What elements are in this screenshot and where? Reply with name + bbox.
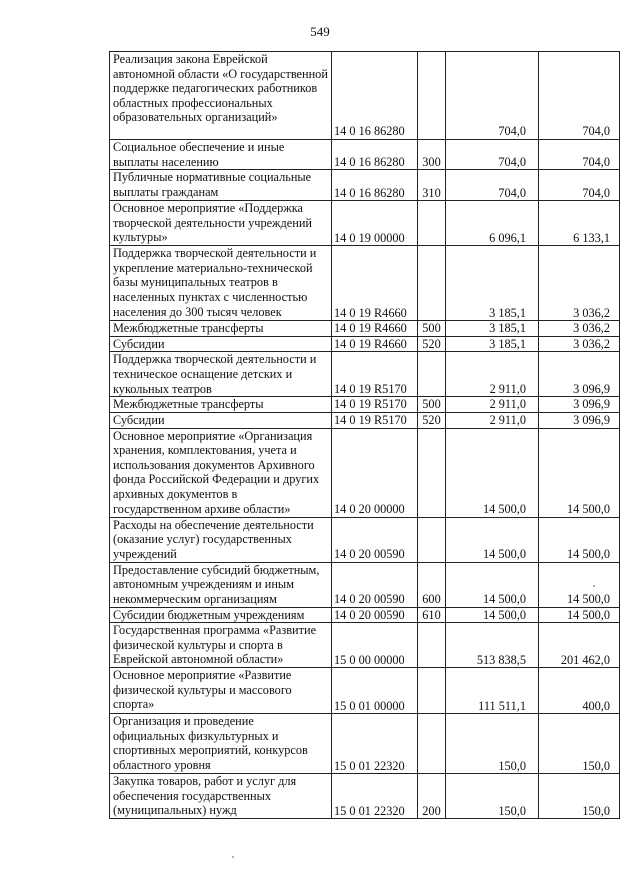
row-name-cell: Расходы на обеспечение деятельности (оказание услуг) государственных учреждений [110, 517, 332, 562]
row-name-cell: Субсидии бюджетным учреждениям [110, 607, 332, 623]
scan-speck [232, 856, 234, 858]
table-row [110, 428, 620, 517]
row-vr-cell [418, 201, 446, 246]
page-number: 549 [310, 24, 330, 39]
row-code-cell: 14 0 16 86280 [332, 52, 418, 140]
row-amount-year2-cell: 704,0 [539, 170, 620, 201]
row-amount-year2-cell: 3 096,9 [539, 397, 620, 413]
row-amount-year2-cell: 704,0 [539, 52, 620, 140]
row-amount-year2-cell: 14 500,0 [539, 607, 620, 623]
row-amount-year1-cell: 14 500,0 [446, 562, 539, 607]
row-vr-cell: 520 [418, 412, 446, 428]
row-code-cell: 15 0 01 00000 [332, 668, 418, 714]
row-amount-year2-cell: 14 500,0 [539, 517, 620, 562]
table-row [110, 140, 620, 170]
row-amount-year2-cell: 400,0 [539, 668, 620, 714]
row-amount-year2-cell: 3 036,2 [539, 336, 620, 352]
row-amount-year2-cell: 3 096,9 [539, 352, 620, 397]
row-amount-year2-cell: 6 133,1 [539, 201, 620, 246]
row-amount-year1-cell: 2 911,0 [446, 412, 539, 428]
row-amount-year1-cell: 3 185,1 [446, 336, 539, 352]
row-code-cell: 15 0 01 22320 [332, 774, 418, 819]
row-amount-year2-cell: 14 500,0 [539, 562, 620, 607]
row-vr-cell [418, 352, 446, 397]
row-amount-year1-cell: 2 911,0 [446, 397, 539, 413]
row-code-cell: 14 0 20 00590 [332, 517, 418, 562]
row-name-cell: Межбюджетные трансферты [110, 321, 332, 337]
row-vr-cell: 600 [418, 562, 446, 607]
table-row [110, 668, 620, 714]
row-amount-year2-cell: 201 462,0 [539, 623, 620, 668]
row-code-cell: 15 0 01 22320 [332, 714, 418, 774]
row-vr-cell: 610 [418, 607, 446, 623]
table-row [110, 517, 620, 562]
row-amount-year1-cell: 704,0 [446, 170, 539, 201]
row-vr-cell: 310 [418, 170, 446, 201]
row-vr-cell: 500 [418, 321, 446, 337]
row-amount-year1-cell: 14 500,0 [446, 517, 539, 562]
row-amount-year2-cell: 150,0 [539, 774, 620, 819]
table-row [110, 352, 620, 397]
row-vr-cell [418, 714, 446, 774]
row-amount-year1-cell: 14 500,0 [446, 428, 539, 517]
row-code-cell: 14 0 20 00000 [332, 428, 418, 517]
row-name-cell: Предоставление субсидий бюджетным, автономным учреждениям и иным некоммерческим организациям [110, 562, 332, 607]
table-row [110, 412, 620, 428]
row-name-cell: Публичные нормативные социальные выплаты гражданам [110, 170, 332, 201]
row-name-cell: Субсидии [110, 336, 332, 352]
table-row [110, 774, 620, 819]
row-name-cell: Социальное обеспечение и иные выплаты населению [110, 140, 332, 170]
row-name-cell: Государственная программа «Развитие физической культуры и спорта в Еврейской автономной области» [110, 623, 332, 668]
row-vr-cell: 300 [418, 140, 446, 170]
row-vr-cell [418, 52, 446, 140]
row-vr-cell: 520 [418, 336, 446, 352]
row-code-cell: 14 0 19 00000 [332, 201, 418, 246]
table-row [110, 246, 620, 321]
row-vr-cell [418, 517, 446, 562]
row-code-cell: 14 0 16 86280 [332, 140, 418, 170]
row-amount-year2-cell: 14 500,0 [539, 428, 620, 517]
row-amount-year1-cell: 150,0 [446, 714, 539, 774]
table-row [110, 714, 620, 774]
row-name-cell: Поддержка творческой деятельности и техническое оснащение детских и кукольных театров [110, 352, 332, 397]
row-amount-year2-cell: 150,0 [539, 714, 620, 774]
row-vr-cell [418, 428, 446, 517]
budget-table [109, 51, 620, 819]
row-amount-year1-cell: 14 500,0 [446, 607, 539, 623]
row-amount-year1-cell: 704,0 [446, 140, 539, 170]
row-code-cell: 14 0 20 00590 [332, 562, 418, 607]
row-name-cell: Субсидии [110, 412, 332, 428]
row-amount-year1-cell: 150,0 [446, 774, 539, 819]
row-name-cell: Организация и проведение официальных физкультурных и спортивных мероприятий, конкурсов областного уровня [110, 714, 332, 774]
row-amount-year1-cell: 3 185,1 [446, 321, 539, 337]
row-amount-year1-cell: 704,0 [446, 52, 539, 140]
row-code-cell: 14 0 20 00590 [332, 607, 418, 623]
row-code-cell: 14 0 19 R5170 [332, 397, 418, 413]
row-code-cell: 15 0 00 00000 [332, 623, 418, 668]
row-amount-year2-cell: 3 096,9 [539, 412, 620, 428]
row-amount-year2-cell: 3 036,2 [539, 321, 620, 337]
table-row [110, 170, 620, 201]
table-row [110, 397, 620, 413]
row-vr-cell [418, 623, 446, 668]
row-code-cell: 14 0 19 R5170 [332, 412, 418, 428]
row-name-cell: Основное мероприятие «Организация хранения, комплектования, учета и использования документов Архивного фонда Российской Федерации и других архивных документов в государственном архиве области» [110, 428, 332, 517]
row-name-cell: Основное мероприятие «Развитие физической культуры и массового спорта» [110, 668, 332, 714]
table-row [110, 607, 620, 623]
row-amount-year2-cell: 704,0 [539, 140, 620, 170]
row-name-cell: Поддержка творческой деятельности и укрепление материально-технической базы муниципальных театров в населенных пунктах с численностью населения до 300 тысяч человек [110, 246, 332, 321]
row-name-cell: Реализация закона Еврейской автономной области «О государственной поддержке педагогических работников областных профессиональных образовательных организаций» [110, 52, 332, 140]
row-code-cell: 14 0 19 R4660 [332, 246, 418, 321]
row-vr-cell: 500 [418, 397, 446, 413]
table-row [110, 336, 620, 352]
row-vr-cell: 200 [418, 774, 446, 819]
row-code-cell: 14 0 19 R4660 [332, 321, 418, 337]
row-code-cell: 14 0 19 R4660 [332, 336, 418, 352]
row-amount-year1-cell: 6 096,1 [446, 201, 539, 246]
row-amount-year1-cell: 3 185,1 [446, 246, 539, 321]
row-amount-year1-cell: 111 511,1 [446, 668, 539, 714]
table-row [110, 201, 620, 246]
row-code-cell: 14 0 16 86280 [332, 170, 418, 201]
row-name-cell: Основное мероприятие «Поддержка творческой деятельности учреждений культуры» [110, 201, 332, 246]
row-vr-cell [418, 668, 446, 714]
row-vr-cell [418, 246, 446, 321]
row-amount-year1-cell: 2 911,0 [446, 352, 539, 397]
row-name-cell: Межбюджетные трансферты [110, 397, 332, 413]
table-row [110, 321, 620, 337]
row-amount-year1-cell: 513 838,5 [446, 623, 539, 668]
row-name-cell: Закупка товаров, работ и услуг для обеспечения государственных (муниципальных) нужд [110, 774, 332, 819]
row-amount-year2-cell: 3 036,2 [539, 246, 620, 321]
table-row [110, 562, 620, 607]
table-row [110, 52, 620, 140]
row-code-cell: 14 0 19 R5170 [332, 352, 418, 397]
table-row [110, 623, 620, 668]
scan-speck [593, 585, 595, 587]
